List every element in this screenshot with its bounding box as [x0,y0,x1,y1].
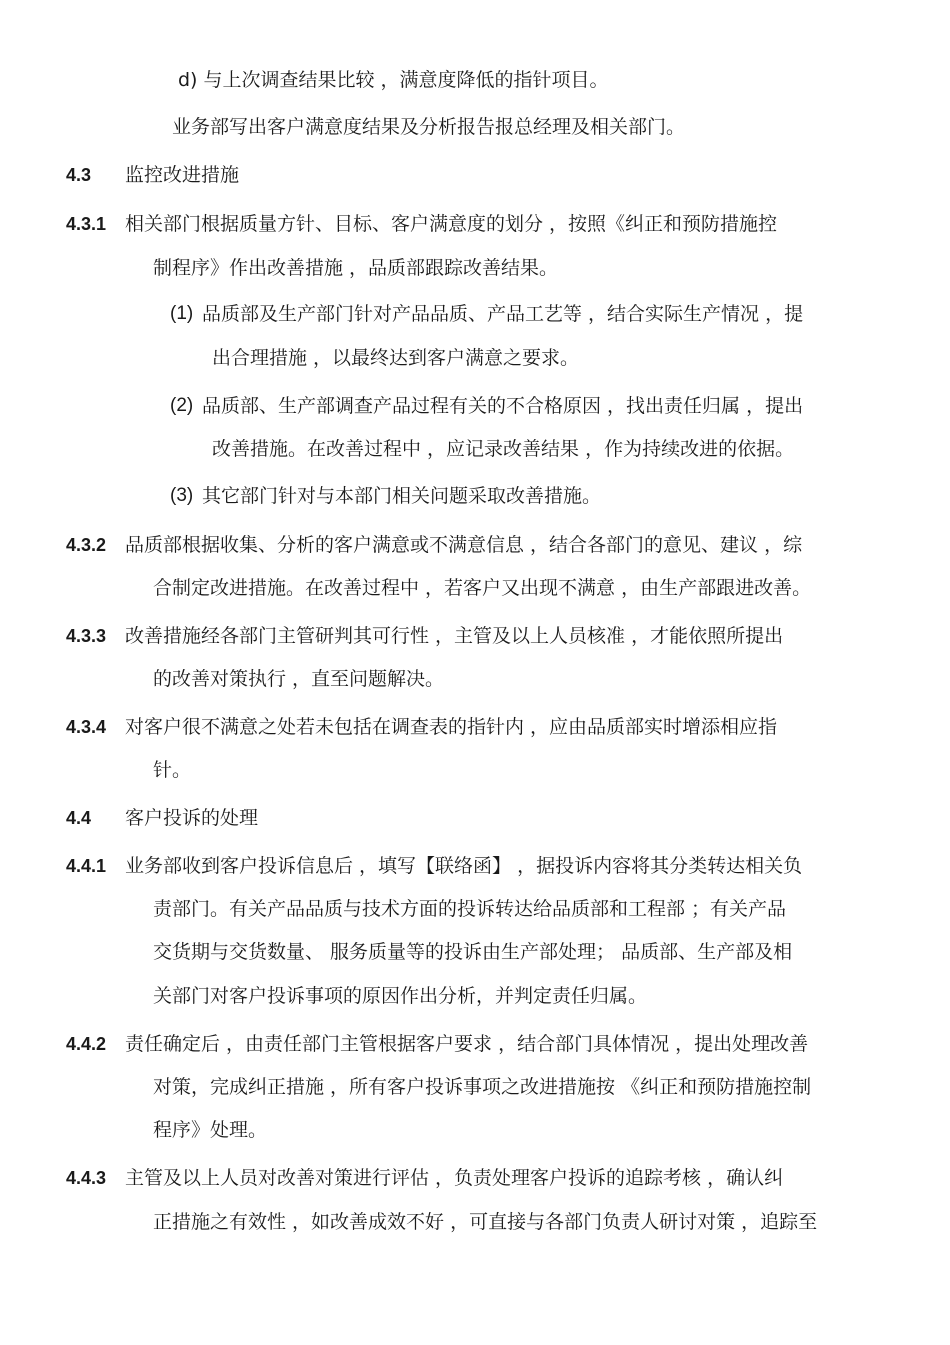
section-4-4-3-line-1: 主管及以上人员对改善对策进行评估 ，负责处理客户投诉的追踪考核 ，确认纠 [125,1167,784,1189]
report-text: 业务部写出客户满意度结果及分析报告报总经理及相关部门。 [172,116,686,138]
section-4-3-4-line-1: 对客户很不满意之处若未包括在调查表的指针内 ，应由品质部实时增添相应指 [125,716,778,738]
section-4-3-2-line-2: 合制定改进措施。在改善过程中 ，若客户又出现不满意 ，由生产部跟进改善。 [153,577,812,599]
section-4-4-1-line-1: 业务部收到客户投诉信息后 ，填写【联络函】 ，据投诉内容将其分类转达相关负 [125,855,803,877]
section-4-3-2-number: 4.3.2 [66,535,107,555]
section-4-4-title: 客户投诉的处理 [125,807,259,829]
section-4-3-1-line-2: 制程序》作出改善措施 ，品质部跟踪改善结果。 [153,257,559,279]
section-4-4-2-number: 4.4.2 [66,1034,107,1054]
section-4-3-3-line-1: 改善措施经各部门主管研判其可行性 ，主管及以上人员核准 ，才能依照所提出 [125,625,784,647]
section-4-4-2-line-3: 程序》处理。 [153,1119,268,1141]
section-4-3-number: 4.3 [66,165,92,185]
list-item-3-line-1: 其它部门针对与本部门相关问题采取改善措施。 [202,485,602,507]
section-4-3-3-number: 4.3.3 [66,626,107,646]
section-4-4-1-line-4: 关部门对客户投诉事项的原因作出分析，并判定责任归属。 [153,985,648,1007]
section-4-3-1-number: 4.3.1 [66,214,107,234]
section-4-4-1-line-2: 责部门。有关产品品质与技术方面的投诉转达给品质部和工程部 ；有关产品 [153,898,787,920]
section-4-3-4-number: 4.3.4 [66,717,107,737]
section-4-3-title: 监控改进措施 [125,164,240,186]
section-4-4-2-line-1: 责任确定后 ，由责任部门主管根据客户要求 ，结合部门具体情况 ，提出处理改善 [125,1033,809,1055]
section-4-4-number: 4.4 [66,808,92,828]
section-4-3-2-line-1: 品质部根据收集、分析的客户满意或不满意信息 ，结合各部门的意见、建议 ，综 [125,534,803,556]
list-item-2-line-1: 品质部、生产部调查产品过程有关的不合格原因 ，找出责任归属 ，提出 [202,395,804,417]
section-4-4-3-number: 4.4.3 [66,1168,107,1188]
section-4-3-4-line-2: 针。 [153,759,192,781]
list-item-2-line-2: 改善措施。在改善过程中 ，应记录改善结果 ，作为持续改进的依据。 [212,438,795,460]
list-item-1-line-2: 出合理措施 ，以最终达到客户满意之要求。 [212,347,580,369]
list-item-1-marker: (1) [170,303,194,324]
section-4-3-1-line-1: 相关部门根据质量方针、目标、客户满意度的划分 ，按照《纠正和预防措施控 [125,213,778,235]
list-item-3-marker: (3) [170,485,194,506]
item-d-text: d) 与上次调查结果比较 ，满意度降低的指针项目。 [178,69,609,91]
section-4-4-3-line-2: 正措施之有效性 ，如改善成效不好 ，可直接与各部门负责人研讨对策 ，追踪至 [153,1211,818,1233]
list-item-2-marker: (2) [170,395,194,416]
section-4-3-3-line-2: 的改善对策执行 ，直至问题解决。 [153,668,445,690]
list-item-1-line-1: 品质部及生产部门针对产品品质、产品工艺等 ，结合实际生产情况 ，提 [202,303,804,325]
section-4-4-1-number: 4.4.1 [66,856,107,876]
section-4-4-1-line-3: 交货期与交货数量、 服务质量等的投诉由生产部处理； 品质部、生产部及相 [153,941,793,963]
section-4-4-2-line-2: 对策，完成纠正措施 ，所有客户投诉事项之改进措施按 《纠正和预防措施控制 [153,1076,812,1098]
